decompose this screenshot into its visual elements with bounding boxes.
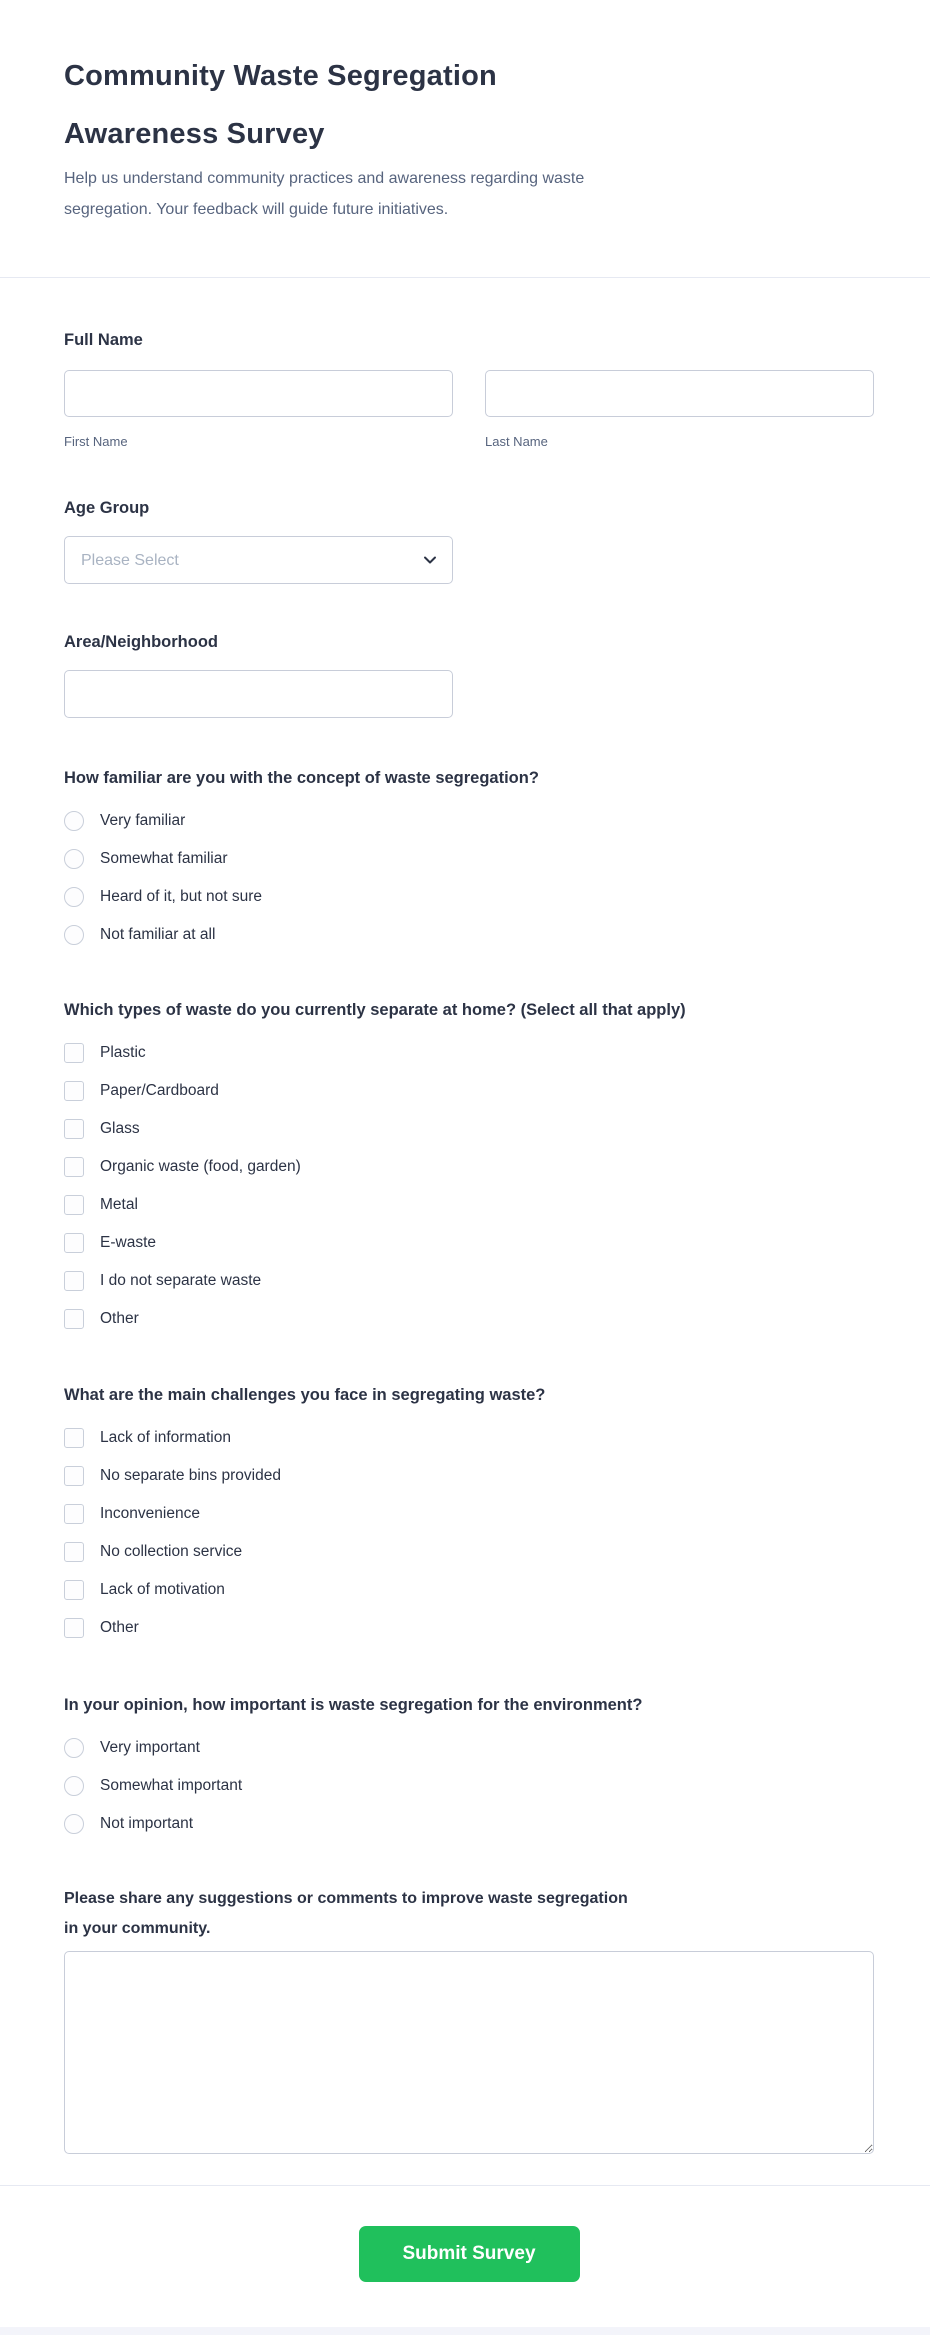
challenge-checkbox-option[interactable] bbox=[64, 1457, 874, 1495]
waste-type-checkbox-option[interactable] bbox=[64, 1262, 874, 1300]
radio-input[interactable] bbox=[64, 925, 84, 945]
challenges-question: What are the main challenges you face in segregating waste? bbox=[64, 1386, 546, 1404]
checkbox-input[interactable] bbox=[64, 1043, 84, 1063]
page-subtitle: Help us understand community practices and awareness regarding waste segregation. Your feedback will guide future initiatives. bbox=[64, 170, 585, 218]
age-group-label: Age Group bbox=[64, 499, 150, 517]
importance-radio-option[interactable] bbox=[64, 1729, 874, 1767]
familiarity-question: How familiar are you with the concept of waste segregation? bbox=[64, 769, 539, 787]
full-name-label: Full Name bbox=[64, 331, 143, 349]
waste-type-checkbox-option[interactable] bbox=[64, 1148, 874, 1186]
waste-type-checkbox-option[interactable] bbox=[64, 1110, 874, 1148]
option-label: Not important bbox=[100, 1815, 194, 1832]
familiarity-radio-option[interactable] bbox=[64, 878, 874, 916]
checkbox-input[interactable] bbox=[64, 1271, 84, 1291]
checkbox-input[interactable] bbox=[64, 1119, 84, 1139]
checkbox-input[interactable] bbox=[64, 1195, 84, 1215]
option-label: Somewhat important bbox=[100, 1777, 243, 1794]
importance-question: In your opinion, how important is waste segregation for the environment? bbox=[64, 1696, 643, 1714]
radio-input[interactable] bbox=[64, 849, 84, 869]
option-label: Not familiar at all bbox=[100, 926, 216, 943]
age-group-select-wrap bbox=[64, 536, 453, 584]
header-divider bbox=[0, 277, 930, 278]
waste-types-question: Which types of waste do you currently separate at home? (Select all that apply) bbox=[64, 1001, 686, 1019]
waste-type-checkbox-option[interactable] bbox=[64, 1300, 874, 1338]
challenge-checkbox-option[interactable] bbox=[64, 1419, 874, 1457]
page-title: Community Waste Segregation Awareness Survey bbox=[64, 60, 497, 150]
option-label: Very familiar bbox=[100, 812, 186, 829]
checkbox-input[interactable] bbox=[64, 1618, 84, 1638]
option-label: Somewhat familiar bbox=[100, 850, 228, 867]
option-label: Very important bbox=[100, 1739, 200, 1756]
familiarity-radio-option[interactable] bbox=[64, 802, 874, 840]
option-label: Plastic bbox=[100, 1044, 146, 1061]
full-name-sublabels bbox=[64, 434, 874, 450]
waste-type-checkbox-option[interactable] bbox=[64, 1186, 874, 1224]
waste-type-checkbox-option[interactable] bbox=[64, 1034, 874, 1072]
last-name-input[interactable] bbox=[485, 370, 874, 417]
radio-input[interactable] bbox=[64, 811, 84, 831]
radio-input[interactable] bbox=[64, 887, 84, 907]
challenges-options bbox=[64, 1419, 874, 1647]
challenge-checkbox-option[interactable] bbox=[64, 1571, 874, 1609]
option-label: No collection service bbox=[100, 1543, 243, 1560]
radio-input[interactable] bbox=[64, 1814, 84, 1834]
checkbox-input[interactable] bbox=[64, 1542, 84, 1562]
form-header bbox=[64, 47, 874, 225]
checkbox-input[interactable] bbox=[64, 1466, 84, 1486]
option-label: Metal bbox=[100, 1196, 138, 1213]
checkbox-input[interactable] bbox=[64, 1580, 84, 1600]
area-input[interactable] bbox=[64, 670, 453, 718]
submit-button[interactable]: Submit Survey bbox=[359, 2226, 580, 2282]
option-label: Lack of motivation bbox=[100, 1581, 225, 1598]
waste-type-checkbox-option[interactable] bbox=[64, 1072, 874, 1110]
option-label: Heard of it, but not sure bbox=[100, 888, 262, 905]
option-label: I do not separate waste bbox=[100, 1272, 262, 1289]
importance-radio-option[interactable] bbox=[64, 1767, 874, 1805]
submit-row bbox=[64, 2226, 874, 2282]
footer-divider bbox=[0, 2185, 930, 2186]
comments-textarea[interactable] bbox=[64, 1951, 874, 2154]
last-name-sublabel: Last Name bbox=[485, 434, 548, 449]
option-label: Organic waste (food, garden) bbox=[100, 1158, 301, 1175]
first-name-input[interactable] bbox=[64, 370, 453, 417]
checkbox-input[interactable] bbox=[64, 1081, 84, 1101]
checkbox-input[interactable] bbox=[64, 1233, 84, 1253]
familiarity-radio-option[interactable] bbox=[64, 916, 874, 954]
familiarity-options bbox=[64, 802, 874, 954]
option-label: Paper/Cardboard bbox=[100, 1082, 219, 1099]
full-name-row bbox=[64, 370, 874, 417]
checkbox-input[interactable] bbox=[64, 1504, 84, 1524]
checkbox-input[interactable] bbox=[64, 1428, 84, 1448]
option-label: Lack of information bbox=[100, 1429, 231, 1446]
checkbox-input[interactable] bbox=[64, 1157, 84, 1177]
checkbox-input[interactable] bbox=[64, 1309, 84, 1329]
first-name-sublabel: First Name bbox=[64, 434, 128, 449]
option-label: Other bbox=[100, 1619, 139, 1636]
challenge-checkbox-option[interactable] bbox=[64, 1609, 874, 1647]
waste-type-checkbox-option[interactable] bbox=[64, 1224, 874, 1262]
option-label: Inconvenience bbox=[100, 1505, 200, 1522]
option-label: Other bbox=[100, 1310, 139, 1327]
radio-input[interactable] bbox=[64, 1738, 84, 1758]
option-label: No separate bins provided bbox=[100, 1467, 281, 1484]
age-group-select[interactable] bbox=[64, 536, 453, 584]
option-label: Glass bbox=[100, 1120, 140, 1137]
area-label: Area/Neighborhood bbox=[64, 633, 219, 651]
familiarity-radio-option[interactable] bbox=[64, 840, 874, 878]
challenge-checkbox-option[interactable] bbox=[64, 1533, 874, 1571]
waste-types-options bbox=[64, 1034, 874, 1338]
importance-options bbox=[64, 1729, 874, 1843]
option-label: E-waste bbox=[100, 1234, 156, 1251]
comments-label: Please share any suggestions or comments to improve waste segregation in your community. bbox=[64, 1890, 628, 1937]
importance-radio-option[interactable] bbox=[64, 1805, 874, 1843]
challenge-checkbox-option[interactable] bbox=[64, 1495, 874, 1533]
radio-input[interactable] bbox=[64, 1776, 84, 1796]
